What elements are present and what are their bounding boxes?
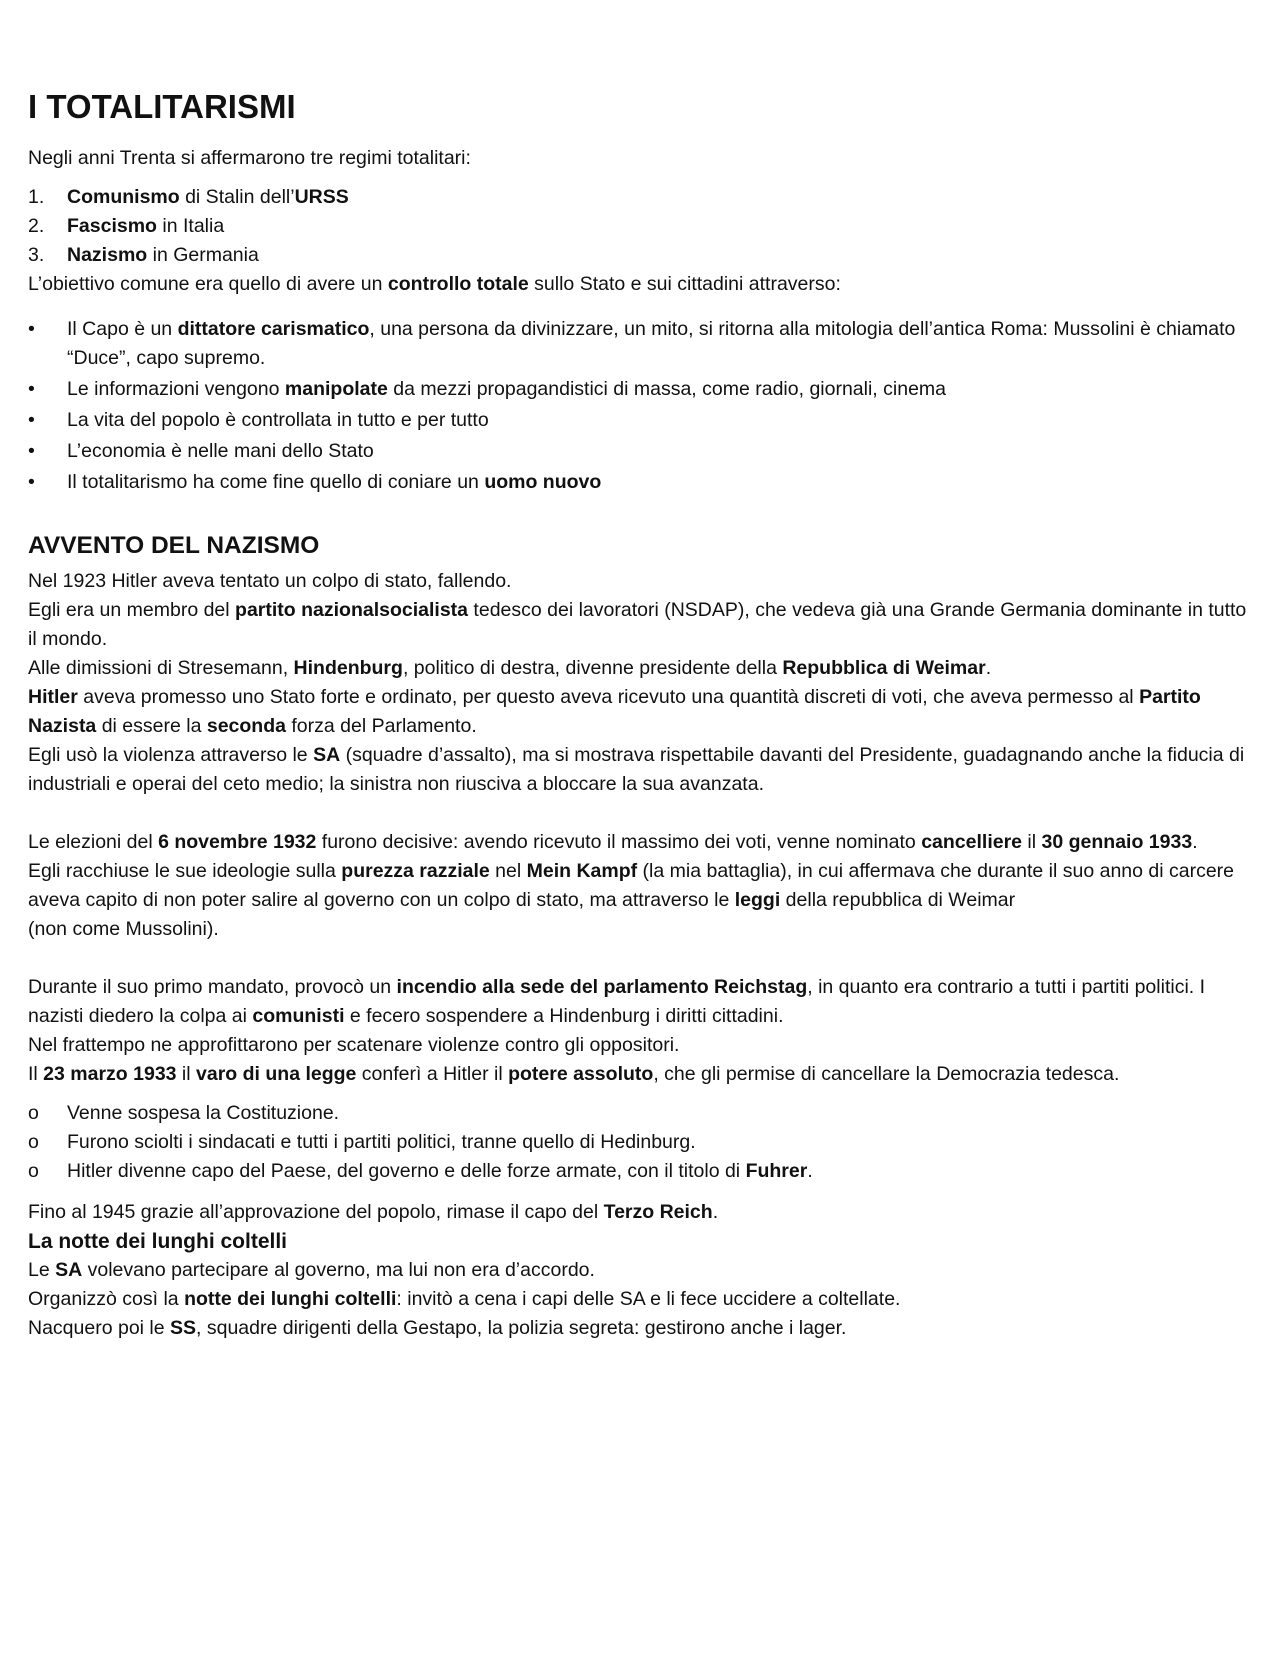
consequence-item (28, 1157, 1253, 1186)
objective-text (28, 270, 1253, 299)
bold-text: notte dei lunghi coltelli (184, 1288, 397, 1310)
list-marker: • (28, 471, 35, 493)
text-line (28, 567, 1253, 596)
text-line (28, 683, 1253, 741)
text-run: La vita del popolo è controllata in tutto e per tutto (67, 409, 489, 431)
text-line (28, 741, 1253, 799)
text-line (28, 973, 1253, 1031)
list-marker: • (28, 378, 35, 400)
bold-text: SA (55, 1259, 83, 1281)
text-run: il (176, 1063, 197, 1085)
text-line (28, 1285, 1253, 1314)
paragraph-rise (28, 567, 1253, 799)
text-run: Egli usò la violenza attraverso le (28, 744, 314, 766)
text-run: Durante il suo primo mandato, provocò un (28, 976, 397, 998)
text-run: , squadre dirigenti della Gestapo, la polizia segreta: gestirono anche i lager. (196, 1317, 847, 1339)
paragraph-long-knives (28, 1256, 1253, 1343)
text-run: Nel 1923 Hitler aveva tentato un colpo di stato, fallendo. (28, 570, 512, 592)
document-page (28, 86, 1253, 1343)
paragraph-third-reich (28, 1198, 1253, 1227)
text-run: volevano partecipare al governo, ma lui non era d’accordo. (82, 1259, 595, 1281)
bold-text: Terzo Reich (603, 1201, 713, 1223)
bold-text: incendio alla sede del parlamento Reichstag (396, 976, 808, 998)
text-run: della repubblica di Weimar (780, 889, 1016, 911)
feature-item (28, 315, 1253, 373)
list-marker: o (28, 1131, 39, 1153)
text-run: . (985, 657, 992, 679)
section-heading-nazism: AVVENTO DEL NAZISMO (28, 532, 320, 559)
bold-text: Comunismo (67, 186, 180, 208)
text-run: L’economia è nelle mani dello Stato (67, 440, 374, 462)
list-marker: 2. (28, 215, 45, 237)
feature-item (28, 437, 1253, 466)
bold-text: Nazismo (67, 244, 148, 266)
list-marker: • (28, 440, 35, 462)
regimes-list (28, 183, 1253, 270)
text-line (28, 654, 1253, 683)
text-run: Il Capo è un (67, 318, 178, 340)
text-line (28, 1031, 1253, 1060)
text-run: forza del Parlamento. (285, 715, 477, 737)
text-run: Organizzò così la (28, 1288, 185, 1310)
text-run: (squadre d’assalto), ma si mostrava rispettabile davanti del Presidente, guadagnando anche la fiducia di industriali e operai del ceto medio; la sinistra non riusciva a bloccare la sua avanzata. (28, 744, 1245, 795)
regime-item (28, 241, 1253, 270)
consequences-list (28, 1099, 1253, 1186)
text-line (28, 1060, 1253, 1089)
text-run: : invitò a cena i capi delle SA e li fece uccidere a coltellate. (396, 1288, 901, 1310)
text-run: , che gli permise di cancellare la Democrazia tedesca. (653, 1063, 1120, 1085)
text-line (28, 915, 1253, 944)
text-run: L’obiettivo comune era quello di avere un (28, 273, 388, 295)
text-run: sullo Stato e sui cittadini attraverso: (528, 273, 841, 295)
text-run: , politico di destra, divenne presidente della (402, 657, 783, 679)
list-marker: o (28, 1102, 39, 1124)
list-marker: • (28, 409, 35, 431)
list-marker: • (28, 318, 35, 340)
text-run: Egli era un membro del (28, 599, 236, 621)
text-run: Le informazioni vengono (67, 378, 285, 400)
text-run: (la mia battaglia), in cui affermava che durante il suo anno di carcere aveva capito di non poter salire al governo con un colpo di stato, ma attraverso le (28, 860, 1235, 911)
text-line (28, 596, 1253, 654)
text-run: aveva promesso uno Stato forte e ordinato, per questo aveva ricevuto una quantità discreti di voti, che aveva permesso al (77, 686, 1140, 708)
bold-text: manipolate (284, 378, 388, 400)
text-run: Il (28, 1063, 44, 1085)
text-run: il (1022, 831, 1042, 853)
bold-text: dittatore carismatico (177, 318, 370, 340)
text-line (28, 1256, 1253, 1285)
text-run: Nel frattempo ne approfittarono per scatenare violenze contro gli oppositori. (28, 1034, 680, 1056)
text-run: conferì a Hitler il (356, 1063, 509, 1085)
text-line (28, 828, 1253, 857)
text-run: di essere la (96, 715, 207, 737)
bold-text: uomo nuovo (484, 471, 602, 493)
section-heading-long-knives: La notte dei lunghi coltelli (28, 1230, 288, 1253)
text-run: Egli racchiuse le sue ideologie sulla (28, 860, 342, 882)
bold-text: SS (170, 1317, 197, 1339)
text-line (28, 857, 1253, 915)
text-run: di Stalin dell’ (179, 186, 295, 208)
consequence-item (28, 1128, 1253, 1157)
bold-text: 30 gennaio 1933 (1041, 831, 1193, 853)
bold-text: Mein Kampf (526, 860, 638, 882)
bold-text: varo di una legge (196, 1063, 357, 1085)
regime-item (28, 212, 1253, 241)
text-run: in Italia (156, 215, 225, 237)
features-list (28, 315, 1253, 497)
bold-text: 6 novembre 1932 (158, 831, 317, 853)
regime-item (28, 183, 1253, 212)
text-run: (non come Mussolini). (28, 918, 219, 940)
bold-text: cancelliere (921, 831, 1023, 853)
bold-text: URSS (294, 186, 349, 208)
list-marker: 3. (28, 244, 45, 266)
bold-text: 23 marzo 1933 (43, 1063, 177, 1085)
bold-text: Fuhrer (745, 1160, 808, 1182)
bold-text: seconda (206, 715, 286, 737)
bold-text: controllo totale (387, 273, 529, 295)
text-run: Venne sospesa la Costituzione. (67, 1102, 340, 1124)
text-run: in Germania (147, 244, 259, 266)
text-run: , una persona da divinizzare, un mito, si ritorna alla mitologia dell’antica Roma: Mussolini è chiamato “Duce”, capo supremo. (67, 318, 1236, 369)
text-run: Le (28, 1259, 56, 1281)
text-run: Hitler divenne capo del Paese, del governo e delle forze armate, con il titolo di (67, 1160, 746, 1182)
text-run: Furono sciolti i sindacati e tutti i partiti politici, tranne quello di Hedinburg. (67, 1131, 696, 1153)
text-run: tedesco dei lavoratori (NSDAP), che vedeva già una Grande Germania dominante in tutto il mondo. (28, 599, 1247, 650)
bold-text: potere assoluto (508, 1063, 654, 1085)
feature-item (28, 406, 1253, 435)
bold-text: Fascismo (67, 215, 157, 237)
text-run: furono decisive: avendo ricevuto il massimo dei voti, venne nominato (316, 831, 922, 853)
text-run: . (712, 1201, 719, 1223)
bold-text: SA (313, 744, 341, 766)
bold-text: purezza razziale (341, 860, 490, 882)
text-run: Il totalitarismo ha come fine quello di coniare un (67, 471, 485, 493)
bold-text: Repubblica di Weimar (782, 657, 986, 679)
list-marker: 1. (28, 186, 45, 208)
text-run: Le elezioni del (28, 831, 159, 853)
text-run: , in quanto era contrario a tutti i partiti politici. I nazisti diedero la colpa ai (28, 976, 1206, 1027)
bold-text: Hindenburg (293, 657, 403, 679)
text-run: Alle dimissioni di Stresemann, (28, 657, 294, 679)
bold-text: comunisti (252, 1005, 345, 1027)
text-run: e fecero sospendere a Hindenburg i diritti cittadini. (344, 1005, 784, 1027)
text-line (28, 1314, 1253, 1343)
paragraph-elections (28, 828, 1253, 944)
page-title: I TOTALITARISMI (28, 88, 296, 125)
bold-text: Hitler (28, 686, 78, 708)
list-marker: o (28, 1160, 39, 1182)
feature-item (28, 375, 1253, 404)
feature-item (28, 468, 1253, 497)
text-run: . (807, 1160, 813, 1182)
intro-text: Negli anni Trenta si affermarono tre regimi totalitari: (28, 147, 471, 169)
paragraph-reichstag (28, 973, 1253, 1089)
text-run: nel (489, 860, 527, 882)
text-run: da mezzi propagandistici di massa, come radio, giornali, cinema (387, 378, 947, 400)
text-run: . (1192, 831, 1198, 853)
text-run: Nacquero poi le (28, 1317, 171, 1339)
bold-text: partito nazionalsocialista (235, 599, 469, 621)
bold-text: Partito Nazista (28, 686, 1201, 737)
text-run: Fino al 1945 grazie all’approvazione del popolo, rimase il capo del (28, 1201, 604, 1223)
bold-text: leggi (734, 889, 781, 911)
consequence-item (28, 1099, 1253, 1128)
